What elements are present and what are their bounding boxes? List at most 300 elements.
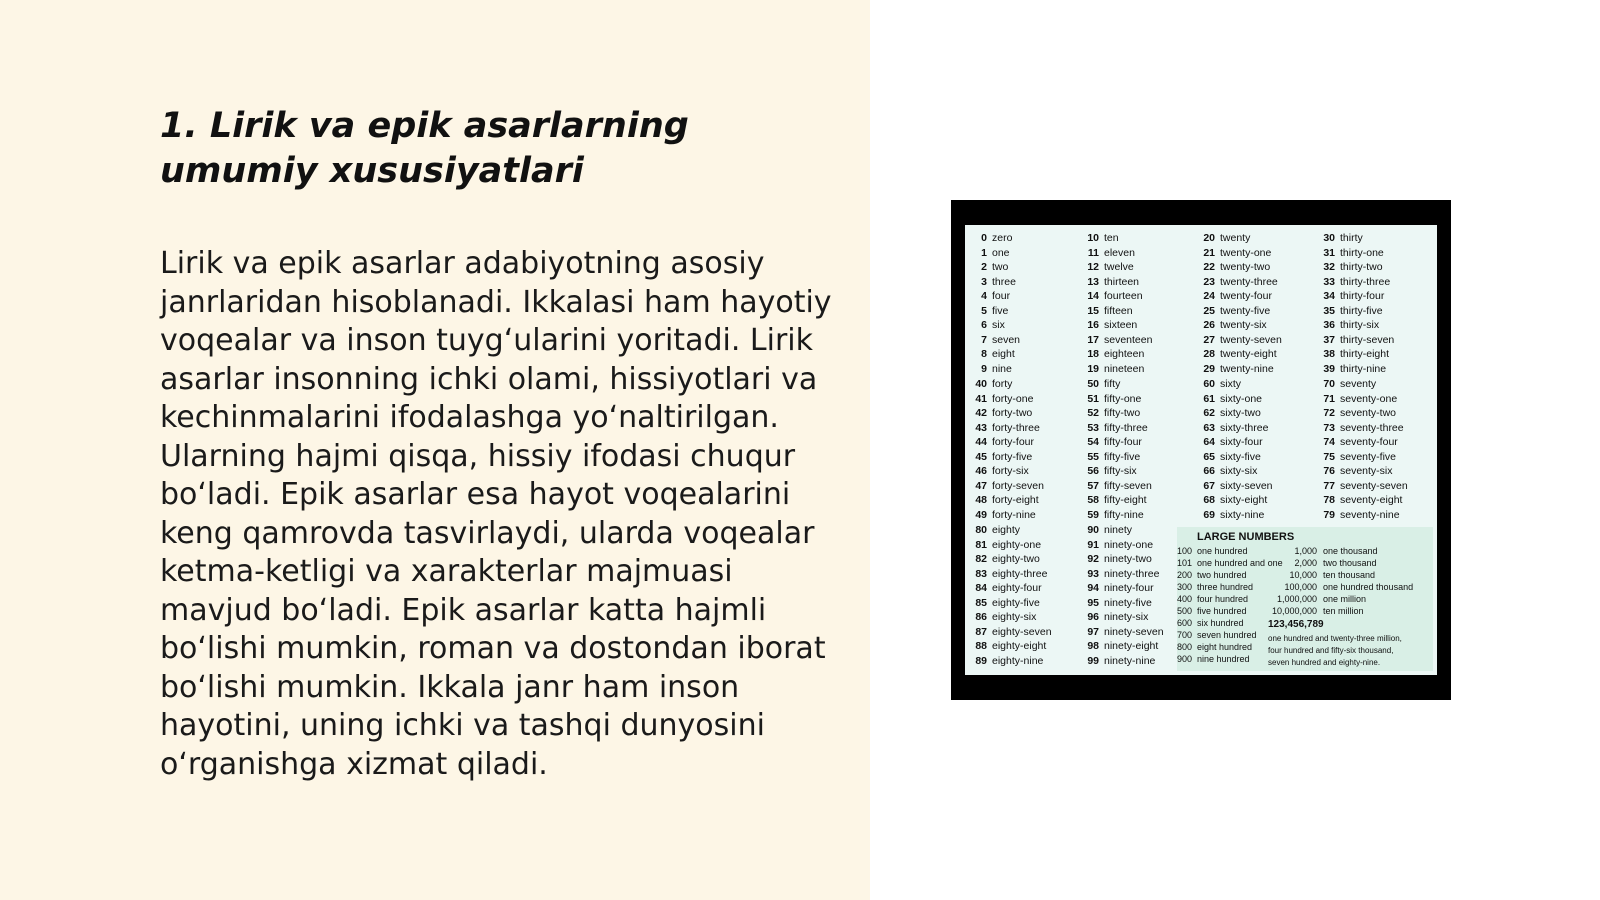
number-word: eighty-one (992, 538, 1042, 551)
number-word: fifty-four (1104, 436, 1142, 448)
number-row (1319, 275, 1394, 290)
number-word: sixty-seven (1220, 479, 1273, 492)
number-row (971, 246, 1020, 261)
number-digit: 76 (1323, 465, 1335, 477)
hundred-word: six hundred (1197, 618, 1244, 628)
number-digit: 72 (1323, 407, 1335, 419)
number-digit: 44 (975, 436, 987, 448)
number-digit: 43 (975, 421, 987, 434)
number-block (1083, 523, 1164, 668)
hundred-word: four hundred (1197, 594, 1249, 604)
hundred-digit: 100 (1177, 546, 1193, 556)
number-word: twenty-one (1220, 246, 1272, 259)
number-word: three (992, 275, 1016, 288)
number-word: seventy-nine (1340, 508, 1400, 521)
number-word: ninety-two (1104, 553, 1152, 565)
number-word: sixty-six (1220, 465, 1258, 477)
number-word: seventy-seven (1340, 479, 1408, 492)
number-word: eighty-seven (992, 625, 1052, 638)
number-digit: 2 (981, 261, 987, 273)
number-word: seventy-five (1340, 450, 1397, 463)
number-word: eighty-six (992, 611, 1037, 623)
thousand-digit: 1,000 (1294, 546, 1317, 556)
number-word: fifty-three (1104, 421, 1148, 434)
number-word: eighty-four (992, 582, 1042, 594)
hundred-digit: 700 (1177, 630, 1193, 640)
number-word: forty-seven (992, 479, 1044, 492)
number-word: eighty-five (992, 596, 1040, 609)
number-row (1199, 289, 1282, 304)
number-word: sixty-two (1220, 407, 1261, 419)
number-row (1083, 552, 1164, 567)
number-word: eleven (1104, 246, 1135, 259)
number-row (1083, 567, 1164, 582)
number-row (971, 639, 1052, 654)
number-row (1083, 333, 1152, 348)
number-digit: 70 (1323, 378, 1335, 390)
number-digit: 17 (1087, 333, 1099, 346)
number-word: ninety-six (1104, 611, 1149, 623)
number-row (1199, 493, 1273, 508)
number-row (1199, 246, 1282, 261)
number-row (1083, 318, 1152, 333)
number-word: sixty-three (1220, 421, 1269, 434)
number-digit: 10 (1087, 232, 1099, 244)
number-row (1083, 581, 1164, 596)
number-row (971, 333, 1020, 348)
number-word: thirty-six (1340, 319, 1380, 331)
number-word: eighty-nine (992, 654, 1044, 667)
number-row (1083, 493, 1152, 508)
number-word: forty-five (992, 450, 1033, 463)
number-digit: 73 (1323, 421, 1335, 434)
number-digit: 58 (1087, 494, 1099, 506)
number-row (971, 625, 1052, 640)
number-digit: 41 (975, 392, 987, 405)
number-digit: 51 (1087, 392, 1099, 405)
number-row (1199, 347, 1282, 362)
number-digit: 36 (1323, 319, 1335, 331)
number-digit: 99 (1087, 654, 1099, 667)
number-word: fifty-five (1104, 450, 1141, 463)
number-row (1319, 246, 1394, 261)
number-word: fifty-eight (1104, 494, 1147, 506)
thousand-word: one thousand (1323, 546, 1378, 556)
number-digit: 82 (975, 553, 987, 565)
number-row (971, 347, 1020, 362)
number-digit: 90 (1087, 524, 1099, 536)
number-digit: 91 (1087, 538, 1099, 551)
example-words: one hundred and twenty-three million, (1268, 634, 1402, 643)
number-digit: 49 (975, 508, 987, 521)
number-digit: 55 (1087, 450, 1099, 463)
number-word: ninety-seven (1104, 625, 1164, 638)
number-word: thirty-four (1340, 290, 1385, 302)
number-row (1199, 464, 1273, 479)
number-chart-image (951, 200, 1451, 700)
number-word: eighty-eight (992, 640, 1047, 652)
number-digit: 85 (975, 596, 987, 609)
number-digit: 97 (1087, 625, 1099, 638)
number-row (1083, 231, 1152, 246)
number-digit: 26 (1203, 319, 1215, 331)
number-row (971, 450, 1044, 465)
number-digit: 37 (1323, 333, 1335, 346)
number-digit: 8 (981, 348, 987, 360)
number-digit: 12 (1087, 261, 1099, 273)
number-digit: 4 (981, 290, 987, 302)
number-word: twelve (1104, 261, 1134, 273)
number-digit: 63 (1203, 421, 1215, 434)
number-digit: 16 (1087, 319, 1099, 331)
number-row (1083, 260, 1152, 275)
number-row (1199, 362, 1282, 377)
number-digit: 68 (1203, 494, 1215, 506)
number-digit: 83 (975, 567, 987, 580)
thousand-digit: 10,000,000 (1271, 606, 1317, 616)
number-digit: 13 (1087, 275, 1099, 288)
number-row (1083, 654, 1164, 669)
number-word: thirty-one (1340, 246, 1384, 259)
number-row (971, 406, 1044, 421)
number-block (1199, 231, 1282, 376)
number-word: thirteen (1104, 275, 1140, 288)
number-word: seven (992, 333, 1021, 346)
number-word: ninety-four (1104, 582, 1154, 594)
number-word: fifty-six (1104, 465, 1137, 477)
number-digit: 7 (981, 333, 987, 346)
number-row (1083, 523, 1164, 538)
number-word: sixty-eight (1220, 494, 1268, 506)
number-digit: 9 (981, 362, 987, 375)
number-row (1319, 304, 1394, 319)
hundred-digit: 300 (1177, 582, 1193, 592)
number-digit: 87 (975, 625, 987, 638)
number-digit: 50 (1087, 378, 1099, 390)
number-word: forty-eight (992, 494, 1039, 506)
number-row (1199, 406, 1273, 421)
number-row (1083, 596, 1164, 611)
number-digit: 33 (1323, 275, 1335, 288)
number-row (1083, 377, 1152, 392)
number-row (1083, 304, 1152, 319)
number-row (1199, 421, 1273, 436)
number-word: thirty-nine (1340, 362, 1387, 375)
number-words-table (965, 225, 1437, 675)
number-row (1083, 450, 1152, 465)
number-row (1083, 347, 1152, 362)
number-row (1319, 231, 1394, 246)
number-row (1083, 639, 1164, 654)
number-digit: 52 (1087, 407, 1099, 419)
number-word: five (992, 304, 1009, 317)
number-digit: 35 (1323, 304, 1335, 317)
number-word: fifteen (1104, 304, 1133, 317)
number-digit: 3 (981, 275, 987, 288)
hundred-digit: 600 (1177, 618, 1193, 628)
number-word: ten (1104, 232, 1119, 244)
number-row (1199, 479, 1273, 494)
hundred-word: three hundred (1197, 582, 1254, 592)
number-word: thirty-five (1340, 304, 1383, 317)
number-digit: 64 (1203, 436, 1215, 448)
number-row (971, 377, 1044, 392)
number-row (971, 260, 1020, 275)
number-word: ninety-five (1104, 596, 1152, 609)
number-digit: 54 (1087, 436, 1099, 448)
number-word: twenty-seven (1220, 333, 1282, 346)
number-block (1083, 377, 1152, 522)
number-digit: 42 (975, 407, 987, 419)
number-block (971, 231, 1020, 376)
number-row (971, 304, 1020, 319)
number-row (1319, 362, 1394, 377)
number-word: ninety (1104, 524, 1133, 536)
number-digit: 79 (1323, 508, 1335, 521)
number-digit: 89 (975, 654, 987, 667)
number-row (1199, 231, 1282, 246)
number-word: sixty-four (1220, 436, 1263, 448)
number-row (1319, 450, 1408, 465)
number-word: twenty-six (1220, 319, 1267, 331)
number-row (1199, 450, 1273, 465)
number-word: sixty-nine (1220, 508, 1265, 521)
number-row (1083, 275, 1152, 290)
number-row (1083, 246, 1152, 261)
number-row (1199, 508, 1273, 523)
number-row (1199, 377, 1273, 392)
number-row (1319, 508, 1408, 523)
number-row (1083, 362, 1152, 377)
number-digit: 66 (1203, 465, 1215, 477)
number-digit: 40 (975, 378, 987, 390)
number-word: seventy-eight (1340, 494, 1403, 506)
number-digit: 94 (1087, 582, 1099, 594)
number-word: seventy-two (1340, 407, 1397, 419)
number-digit: 61 (1203, 392, 1215, 405)
number-word: forty-nine (992, 508, 1036, 521)
hundred-word: five hundred (1197, 606, 1247, 616)
number-digit: 69 (1203, 508, 1215, 521)
number-row (1319, 377, 1408, 392)
number-row (1319, 392, 1408, 407)
number-word: forty-one (992, 392, 1034, 405)
number-word: forty-four (992, 436, 1035, 448)
number-word: seventy-four (1340, 436, 1398, 448)
number-digit: 14 (1087, 290, 1099, 302)
number-word: fifty-one (1104, 392, 1142, 405)
number-digit: 0 (981, 232, 987, 244)
number-word: twenty-four (1220, 290, 1272, 302)
number-row (1199, 435, 1273, 450)
number-row (1319, 333, 1394, 348)
number-block (1319, 231, 1394, 376)
number-row (1083, 289, 1152, 304)
number-word: fifty (1104, 378, 1121, 390)
number-row (971, 362, 1020, 377)
number-row (971, 318, 1020, 333)
number-word: thirty-eight (1340, 348, 1390, 360)
number-row (1199, 304, 1282, 319)
number-digit: 18 (1087, 348, 1099, 360)
number-word: nineteen (1104, 362, 1145, 375)
number-word: thirty-seven (1340, 333, 1395, 346)
number-word: seventy-six (1340, 465, 1393, 477)
number-word: seventy-three (1340, 421, 1404, 434)
number-row (1319, 406, 1408, 421)
hundred-digit: 800 (1177, 642, 1193, 652)
number-digit: 20 (1203, 232, 1215, 244)
number-word: twenty-nine (1220, 362, 1274, 375)
number-word: thirty (1340, 232, 1363, 244)
number-word: twenty-two (1220, 261, 1271, 273)
number-word: sixty-five (1220, 450, 1261, 463)
number-row (1319, 289, 1394, 304)
number-digit: 11 (1087, 246, 1099, 259)
thousand-word: one million (1323, 594, 1367, 604)
number-row (1319, 479, 1408, 494)
thousand-digit: 2,000 (1294, 558, 1317, 568)
number-digit: 29 (1203, 362, 1215, 375)
number-word: ninety-one (1104, 538, 1154, 551)
number-row (971, 654, 1052, 669)
number-digit: 62 (1203, 407, 1215, 419)
number-word: thirty-three (1340, 275, 1391, 288)
number-row (971, 479, 1044, 494)
hundred-digit: 500 (1177, 606, 1193, 616)
number-digit: 38 (1323, 348, 1335, 360)
number-word: forty (992, 378, 1013, 390)
number-word: fifty-nine (1104, 508, 1144, 521)
number-row (1319, 421, 1408, 436)
thousand-word: ten thousand (1323, 570, 1376, 580)
number-digit: 27 (1203, 333, 1215, 346)
number-digit: 57 (1087, 479, 1099, 492)
number-row (1319, 260, 1394, 275)
number-digit: 39 (1323, 362, 1335, 375)
number-row (971, 596, 1052, 611)
number-digit: 19 (1087, 362, 1099, 375)
number-row (1083, 464, 1152, 479)
number-digit: 77 (1323, 479, 1335, 492)
number-word: nine (992, 362, 1012, 375)
number-row (971, 435, 1044, 450)
number-digit: 71 (1323, 392, 1335, 405)
thousand-digit: 100,000 (1284, 582, 1317, 592)
number-word: eighty-three (992, 567, 1048, 580)
number-word: ninety-nine (1104, 654, 1156, 667)
number-word: forty-two (992, 407, 1033, 419)
number-word: ninety-eight (1104, 640, 1159, 652)
number-word: zero (992, 232, 1013, 244)
number-digit: 60 (1203, 378, 1215, 390)
number-word: seventy (1340, 378, 1377, 390)
number-word: forty-six (992, 465, 1029, 477)
number-word: six (992, 319, 1005, 331)
number-row (971, 421, 1044, 436)
thousand-word: one hundred thousand (1323, 582, 1414, 592)
number-row (1199, 318, 1282, 333)
number-row (971, 493, 1044, 508)
number-digit: 6 (981, 319, 987, 331)
number-block (1083, 231, 1152, 376)
number-word: twenty-three (1220, 275, 1278, 288)
number-row (1319, 318, 1394, 333)
number-row (971, 392, 1044, 407)
number-digit: 75 (1323, 450, 1335, 463)
number-digit: 96 (1087, 611, 1099, 623)
number-word: twenty-eight (1220, 348, 1277, 360)
number-row (1083, 538, 1164, 553)
number-row (971, 231, 1020, 246)
slide-paragraph: Lirik va epik asarlar adabiyotning asosiy janrlaridan hisoblanadi. Ikkalasi ham hayotiy voqealar va inson tuyg‘ularini yoritadi. Lirik asarlar insonning ichki olami, hissiyotlari va kechinmalarini ifodalashga yo‘naltirilgan. Ularning hajmi qisqa, hissiy ifodasi chuqur bo‘ladi. Epik asarlar esa hayot voqealarini keng qamrovda tasvirlaydi, ularda voqealar ketma-ketligi va xarakterlar majmuasi mavjud bo‘ladi. Epik asarlar katta hajmli bo‘lishi mumkin, roman va dostondan iborat bo‘lishi mumkin. Ikkala janr ham inson hayotini, uning ichki va tashqi dunyosini o‘rganishga xizmat qiladi. (160, 246, 832, 782)
thousand-digit: 1,000,000 (1276, 594, 1317, 604)
number-digit: 78 (1323, 494, 1335, 506)
number-word: eighty-two (992, 553, 1040, 565)
number-word: eighteen (1104, 348, 1145, 360)
number-row (1083, 406, 1152, 421)
number-word: fifty-seven (1104, 479, 1152, 492)
thousand-word: two thousand (1323, 558, 1377, 568)
number-word: sixty (1220, 378, 1241, 390)
hundred-word: two hundred (1197, 570, 1247, 580)
number-row (971, 552, 1052, 567)
number-row (1319, 493, 1408, 508)
number-digit: 74 (1323, 436, 1335, 448)
number-row (1319, 347, 1394, 362)
number-digit: 93 (1087, 567, 1099, 580)
hundred-word: seven hundred (1197, 630, 1257, 640)
number-row (1199, 333, 1282, 348)
number-digit: 92 (1087, 553, 1099, 565)
number-digit: 86 (975, 611, 987, 623)
hundred-digit: 900 (1177, 654, 1193, 664)
number-word: eighty (992, 524, 1021, 536)
number-digit: 98 (1087, 640, 1099, 652)
number-digit: 31 (1323, 246, 1335, 259)
number-digit: 47 (975, 479, 987, 492)
number-word: eight (992, 348, 1015, 360)
number-row (971, 538, 1052, 553)
number-digit: 95 (1087, 596, 1099, 609)
number-row (971, 581, 1052, 596)
number-word: twenty (1220, 232, 1251, 244)
number-word: fourteen (1104, 290, 1143, 302)
number-row (971, 523, 1052, 538)
number-word: sixty-one (1220, 392, 1263, 405)
example-words: four hundred and fifty-six thousand, (1268, 646, 1394, 655)
number-digit: 24 (1203, 290, 1215, 302)
number-row (1199, 260, 1282, 275)
thousand-digit: 10,000 (1289, 570, 1317, 580)
number-digit: 5 (981, 304, 987, 317)
number-word: two (992, 261, 1009, 273)
number-digit: 23 (1203, 275, 1215, 288)
number-word: forty-three (992, 421, 1040, 434)
number-word: four (992, 290, 1011, 302)
number-digit: 32 (1323, 261, 1335, 273)
number-digit: 22 (1203, 261, 1215, 273)
number-word: fifty-two (1104, 407, 1141, 419)
number-row (1083, 435, 1152, 450)
slide-heading: 1. Lirik va epik asarlarning umumiy xususiyatlari (160, 106, 689, 191)
hundred-word: nine hundred (1197, 654, 1250, 664)
number-digit: 81 (975, 538, 987, 551)
number-row (971, 289, 1020, 304)
hundred-word: one hundred (1197, 546, 1248, 556)
number-block (1319, 377, 1408, 522)
number-digit: 65 (1203, 450, 1215, 463)
